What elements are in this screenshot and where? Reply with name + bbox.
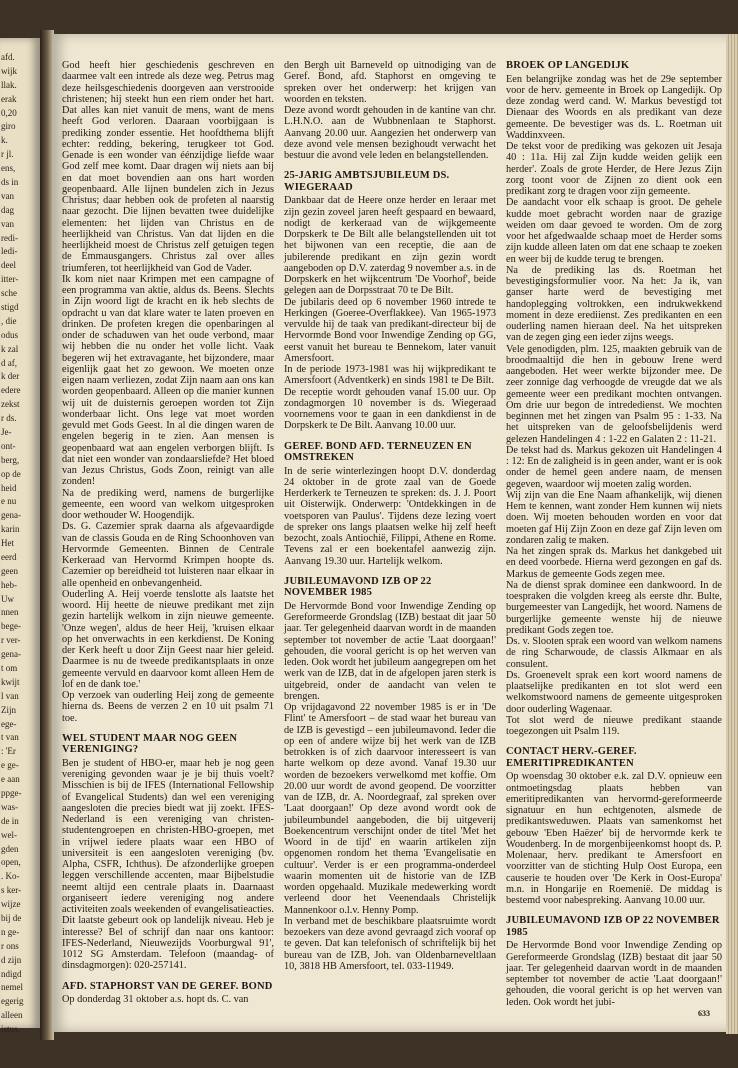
left-page-text-fragment: bij de: [1, 913, 22, 923]
left-page-text-fragment: s ker-: [1, 885, 22, 896]
left-page-text-fragment: giro: [1, 121, 16, 132]
article-paragraph: In de periode 1973-1981 was hij wijkpredikant te Amersfoort (Adventkerk) en sinds 1981 te De Bilt.: [284, 364, 496, 387]
page-number: 633: [698, 1009, 710, 1018]
article-paragraph: De tekst voor de prediking was gekozen uit Jesaja 40 : 11a. Hij zal Zijn kudde weiden gelijk een herder'. Zoals de grote Herder, de Here Jezus Zijn zorg toont voor de Zijnen zo dient ook een predikant zorg te dragen voor zijn gemeente.: [506, 141, 722, 197]
article-paragraph: Na het zingen sprak ds. Markus het dankgebed uit en deed voorbede. Hierna werd gezongen en gaf ds. Markus de gemeente Gods zegen mee.: [506, 546, 722, 580]
article-paragraph: Op verzoek van ouderling Heij zong de gemeente hierna ds. Beens de verzen 2 en 10 uit psalm 71 toe.: [62, 690, 274, 724]
left-page-text-fragment: e aan: [1, 774, 20, 785]
left-page-text-fragment: zekst: [1, 399, 20, 410]
article-paragraph: De Hervormde Bond voor Inwendige Zending op Gereformeerde Grondslag (IZB) bestaat dit jaar 50 jaar. Ter gelegenheid daarvan wordt in de maanden september tot november de actie 'Laat doorgaan!' gehouden, die vooral gericht is op het werven van leden. Ook wordt het jubi-: [506, 940, 722, 1008]
left-page-text-fragment: nemel: [1, 982, 23, 993]
article-heading: JUBILEUMAVOND IZB OP 22 NOVEMBER 1985: [284, 575, 432, 599]
article-paragraph: In verband met de beschikbare plaatsruimte wordt bezoekers van deze avond gevraagd zich vooraf op te geven. Dat kan telefonisch of schriftelijk bij het bureau van de IZB, Joh. van Oldenbarneveltlaan 10, 3818 HB Amersfoort, tel. 033-11949.: [284, 915, 496, 972]
left-page-text-fragment: berg,: [1, 454, 20, 465]
left-page-text-fragment: llak.: [1, 79, 17, 90]
article-heading: WEL STUDENT MAAR NOG GEEN VERENIGING?: [62, 732, 238, 756]
left-page-text-fragment: sche: [1, 288, 17, 299]
article-paragraph: De Hervormde Bond voor Inwendige Zending op Gereformeerde Grondslag (IZB) bestaat dit jaar 50 jaar. Ter gelegenheid daarvan wordt in de maanden september tot november de actie 'Laat doorgaan!' gehouden, die vooral gericht is op het werven van leden. Ook wordt het jubileum aangegrepen om het werk van de IZB, dat in de afgelopen jaren sterk is uitgebreid, onder de aandacht van velen te brengen.: [284, 600, 496, 702]
left-page-text-fragment: stigd: [1, 301, 19, 312]
article-paragraph: Een belangrijke zondag was het de 29e september voor de herv. gemeente in Broek op Langedijk. Op deze zondag werd cand. W. Markus bevestigd tot Dienaar des Woords en als predikant van deze gemeente. De bevestiger was ds. L. Roetman uit Waddinxveen.: [506, 73, 722, 141]
article-paragraph: Ouderling A. Heij voerde tenslotte als laatste het woord. Hij heette de nieuwe predikant met zijn gezin hartelijk welkom in zijn nieuwe gemeente. 'Onze wegen', aldus de heer Heij, 'kruisen elkaar op het onverwachts in een kerkdienst. De Koning der Kerk heeft u door Zijn Geest naar hier geleid. Daarmee is nu de tweede predikantsplaats in onze gemeente vervuld en daarvoor komt alleen Hem de lof en de dank toe.': [62, 588, 274, 690]
left-page-text-fragment: egerig: [1, 996, 24, 1007]
page-edge: [726, 34, 738, 1034]
article-paragraph: den Bergh uit Barneveld op uitnodiging van de Geref. Bond, afd. Staphorst en omgeving te spreken over het onderwerp: het krijgen van woorden en teksten.: [284, 60, 496, 105]
article-heading: 25-JARIG AMBTSJUBILEUM DS. WIEGERAAD: [284, 170, 450, 193]
left-page-text-fragment: e nu: [1, 496, 17, 507]
left-page-text-fragment: redi-: [1, 232, 18, 243]
left-page-text-fragment: ont-: [1, 440, 16, 451]
left-page-text-fragment: nnen: [1, 607, 19, 618]
article-paragraph: Op vrijdagavond 22 november 1985 is er in 'De Flint' te Amersfoort – de stad waar het bureau van de IZB is gevestigd – een jubileumavond. Ieder die op een of andere wijze bij het werk van de IZB betrokken is of zich daarvoor interesseert is van harte welkom op deze avond. Vanaf 19.30 uur worden de bezoekers verwelkomd met koffie. Om 20.00 uur wordt de avond geopend. De voorzitter van de IZB, dr. A. Noordegraaf, zal spreken over 'Laat doorgaan!' Op deze avond wordt ook de jubileumbundel aangeboden, die bij uitgeverij Boekencentrum verschijnt onder de titel 'Met het Woord in de tijd' en waarin artikelen zijn opgenomen rondom het thema 'Evangelisatie en cultuur'. Verder is er een programma-onderdeel waarin momenten uit de historie van de IZB worden opgehaald. Muzikale medewerking wordt verleend door het Veenendaals Christelijk Mannenkoor o.l.v. Henny Pomp.: [284, 702, 496, 916]
left-page-text-fragment: wijze: [1, 899, 21, 910]
left-page-fragment: [0, 38, 40, 1035]
article-heading: AFD. STAPHORST VAN DE GEREF. BOND: [62, 980, 273, 992]
left-page-text-fragment: r ons: [1, 940, 19, 951]
column-2: [284, 60, 496, 1010]
left-page-text-fragment: , die: [1, 315, 17, 326]
left-page-text-fragment: alleen: [1, 1010, 23, 1021]
left-page-text-fragment: t om: [1, 663, 18, 674]
article-paragraph: Na de dienst sprak dominee een dankwoord. In de toespraken die volgden kreeg als eerste dhr. Bulte, burgemeester van Langedijk, het woord. Namens de burgerlijke gemeente wenste hij de nieuwe predikant Gods zegen toe.: [506, 579, 722, 636]
left-page-text-fragment: k der: [1, 371, 20, 382]
left-page-text-fragment: open,: [1, 857, 21, 868]
left-page-text-fragment: d af,: [1, 357, 17, 368]
left-page-text-fragment: ege-: [1, 718, 17, 729]
article-paragraph: De tekst had ds. Markus gekozen uit Handelingen 4 : 12: En de zaligheid is in geen ander, want er is ook onder de hemel geen andere naam, de mensen gegeven, waardoor wij moeten zalig worden.: [506, 444, 722, 490]
left-page-text-fragment: ledi-: [1, 246, 18, 257]
left-page-text-fragment: van: [1, 190, 14, 201]
left-page-text-fragment: gena-: [1, 510, 21, 521]
article-paragraph: De receptie wordt gehouden vanaf 15.00 uur. Op zondagmorgen 10 november is ds. Wiegeraad voornemens voor te gaan in een dankdienst in de Dorpskerk te De Bilt. Aanvang 10.00 uur.: [284, 386, 496, 432]
article-heading: BROEK OP LANGEDIJK: [506, 60, 630, 71]
left-page-text-fragment: r ver-: [1, 635, 21, 646]
column-1: [62, 60, 274, 1010]
left-page-text-fragment: was-: [1, 801, 18, 812]
article-paragraph: Op woensdag 30 oktober e.k. zal D.V. opnieuw een ontmoetingsdag plaats hebben van emeritipredikanten van hervormd-gereformeerde signatuur en hun echtgenoten, alsmede de predikantsweduwen. Plaats van samenkomst het gebouw 'Eben Haëzer' bij de hervormde kerk te Woudenberg. In de morgenbijeenkomst hoopt ds. P. Molenaar, herv. predikant te Amersfoort en voorzitter van de stichting Hulp Oost Europa, een causerie te houden over 'De Kerk in Oost-Europa' m.n. in Hongarije en Roemenië. De middag is bestemd voor nabespreking. Aanvang 10.00 uur.: [506, 771, 722, 906]
left-page-text-fragment: edere: [1, 385, 21, 396]
left-page-text-fragment: Zijn: [1, 704, 16, 715]
left-page-text-fragment: van: [1, 218, 14, 229]
article-paragraph: Vele genodigden, plm. 125, maakten gebruik van de broodmaaltijd die hen in gebouw Irene werd aangeboden. Het weer werkte bijzonder mee. De zeer zonnige dag verhoogde de vreugde dat we als gemeente weer een predikant mochten ontvangen. Om drie uur begon de intrededienst. We mochten beginnen met het zingen van Psalm 95 : 1-33. Na het uitspreken van de geloofsbelijdenis werd gelezen Handelingen 4 : 1-22 en Galaten 2 : 11-21.: [506, 343, 722, 445]
left-page-text-fragment: wijk: [1, 65, 18, 76]
article-paragraph: Wij zijn van die Ene Naam afhankelijk, wij dienen Hem te kennen, want zonder Hem kunnen wij niets doen. Wij moeten behouden worden en voor dat moeten gaf Hij Zijn Zoon en deze gaf Zijn leven om zondaren zalig te maken.: [506, 489, 722, 546]
left-page-text-fragment: gden: [1, 843, 19, 854]
left-page-text-fragment: geen: [1, 565, 18, 576]
left-page-text-fragment: itter-: [1, 274, 19, 285]
left-page-text-fragment: istus.: [1, 1024, 20, 1035]
left-page-text-fragment: de in: [1, 815, 19, 826]
newspaper-page: [52, 34, 732, 1032]
article-paragraph: Ds. Groenevelt sprak een kort woord namens de plaatselijke predikanten en tot slot werd een welkomstwoord namens de gemeente uitgesproken door ouderling Wagenaar.: [506, 669, 722, 715]
article-paragraph: Tot slot werd de nieuwe predikant staande toegezongen uit Psalm 119.: [506, 714, 722, 737]
left-page-text-fragment: k.: [1, 135, 8, 146]
article-paragraph: Op donderdag 31 oktober a.s. hopt ds. C. van: [62, 994, 249, 1005]
article-paragraph: Na de prediking las ds. Roetman het bevestigingsformulier voor. Na het: Ja ik, van ganser harte werd de bevestiging met handoplegging voltrokken, een indrukwekkend moment in deze erediienst. Zes predikanten en een ouderling namen hieraan deel. Na het uitspreken van de zegen ging een ieder zijns weegs.: [506, 264, 722, 344]
left-page-text-fragment: n ge-: [1, 926, 20, 937]
column-3: [506, 60, 722, 1010]
left-page-text-fragment: afd.: [1, 52, 15, 62]
left-page-text-fragment: odus: [1, 329, 19, 340]
article-paragraph: Ds. v. Slooten sprak een woord van welkom namens de ring Scharwoude, de classis Alkmaar en als consulent.: [506, 636, 722, 670]
left-page-text-fragment: eerd: [1, 551, 17, 562]
left-page-text-fragment: heb-: [1, 579, 17, 590]
left-page-text-fragment: ppge-: [1, 788, 22, 799]
left-page-text-fragment: r jl.: [1, 149, 14, 160]
left-page-text-fragment: Het: [1, 538, 14, 549]
left-page-text-fragment: heid: [1, 482, 17, 493]
left-page-text-fragment: op de: [1, 468, 21, 479]
left-page-text-fragment: gena-: [1, 649, 21, 660]
left-page-text-fragment: r ds.: [1, 413, 17, 424]
article-heading: CONTACT HERV.-GEREF. EMERITIPREDIKANTEN: [506, 746, 637, 769]
left-page-text-fragment: k zal: [1, 343, 19, 354]
article-paragraph: In de serie winterlezingen hoopt D.V. donderdag 24 oktober in de grote zaal van de Goede Herderkerk te Terneuzen te spreken: ds. J. J. Poort uit Oisterwijk. Onderwerp: 'Ontdekkingen in de voetsporen van Paulus'. Tijdens deze lezing voert de spreker ons langs plaatsen welke hij zelf heeft bezocht, zoals Antiochië, Filippi, Athene en Rome. Tevens zal er een boekentafel aanwezig zijn. Aanvang 19.30 uur. Hartelijk welkom.: [284, 465, 496, 567]
article-paragraph: De aandacht voor elk schaap is groot. De gehele kudde moet gebracht worden naar de grazige weiden om daar gevoed te worden. Om de zorg voor het afgedwaalde schaap moet de Herder soms zijn kudde alleen laten om dat ene schaap te zoeken en weer bij de kudde terug te brengen.: [506, 197, 722, 265]
left-page-text-fragment: d zijn: [1, 954, 22, 965]
article-paragraph: Na de prediking werd, namens de burgerlijke gemeente, een woord van welkom uitgesproken door wethouder W. Hoogendijk.: [62, 487, 274, 521]
article-paragraph: De jubilaris deed op 6 november 1960 intrede te Herkingen (Goeree-Overflakkee). Van 1965-1973 vervulde hij de taak van predikant-directeur bij de Hervormde Bond voor Inwendige Zending op GG, eerst vanuit het bureau te Bennekom, later vanuit Amersfoort.: [284, 296, 496, 364]
left-page-text-fragment: : 'Er: [1, 746, 16, 757]
left-page-text-fragment: l van: [1, 690, 19, 701]
left-page-text-fragment: ens,: [1, 163, 16, 174]
left-page-text-fragment: ds in: [1, 176, 19, 187]
left-page-text-fragment: ndigd: [1, 968, 22, 979]
article-heading: GEREF. BOND AFD. TERNEUZEN EN OMSTREKEN: [284, 440, 472, 463]
article-paragraph: Deze avond wordt gehouden in de kantine van chr. L.H.N.O. aan de Wubbnenlaan te Staphorst. Aanvang 20.00 uur. Aangezien het onderwerp van deze avond vele mensen bezighoudt verwacht het bestuur die avond vele leden en belangstellenden.: [284, 105, 496, 161]
left-page-text-fragment: wel-: [1, 829, 17, 840]
left-page-text-fragment: deel: [1, 260, 16, 271]
article-paragraph: Ds. G. Cazemier sprak daarna als afgevaardigde van de classis Gouda en de Ring Schoonhoven van Hervormde Gemeenten. Binnen de Centrale Kerkeraad van Hervormd Krimpen hoopte ds. Cazemier op bereidheid tot luisteren naar elkaar in alle openheid en onbevangenheid.: [62, 521, 274, 589]
left-page-text-fragment: t van: [1, 732, 19, 743]
article-paragraph: Ben je student of HBO-er, maar heb je nog geen vereniging gevonden waar je je bij thuis voelt? Misschien is bij de IFES (International Fellowship of Evangelical Students) dan wel een vereniging aangesloten die precies biedt wat jij zoekt. IFES-Nederland is een vereniging van christen-studentengroepen en christen-HBO-groepen, met in vrijwel iedere plaats waar een HBO of universiteit is een aangesloten vereniging (bv. Alpha, CSFR, Ichthus). De afzonderlijke groepen leggen verschillende accenten, maar Bijbelstudie neemt altijd een centrale plaats in. Daarnaast organiseert iedere vereniging nog andere activiteiten zoals weekenden of evangelisatieacties. Dit laatste gebeurt ook op landelijk niveau. Heb je interesse? Bel of schrijf dan naar ons kantoor: IFES-Nederland, Nieuwezijds Voorburgwal 91', 1012 SG Amsterdam. Telefoon (maandag- of dinsdagmorgen): 020-257141.: [62, 757, 274, 972]
article-paragraph: Dankbaar dat de Heere onze herder en leraar met zijn gezin zoveel jaren heeft gespaard en bewaard, nodigt de kerkeraad van de wijkgemeente Dorpskerk te De Bilt alle belangstellenden uit tot het bijwonen van een receptie, die aan de jubilerende predikant en zijn gezin wordt aangeboden op D.V. zaterdag 9 november a.s. in de Dorpskerk en het wijkcentrum 'De Voorhof', beide gelegen aan de Dorpsstraat 70 te De Bilt.: [284, 195, 496, 297]
left-page-text-fragment: Je-: [1, 426, 12, 437]
article-paragraph: God heeft hier geschiedenis geschreven en daarmee valt een intrede als deze weg. Petrus mag deze heilsgeschiedenis doorgeven aan verstrooide christenen; hij steekt hun een riem onder het hart. Dat alles kan niet vanuit de mens, want de mens heeft God verloren. Daaraan voorbijgaan is prediking zonder essentie. Het hoofdthema blijft echter: redding, bekering, terugkeer tot God. Genade is een wonder van éénzijdige liefde waar God zelf mee komt. Daar dragen wij niets aan bij en dat moet bovendien aan ons hart worden geopenbaard. Alle lijnen bundelen zich in Jezus Christus; daar hebben ook de profeten al naarstig naar gezocht. Die lijnen bevatten twee duidelijke elementen: het lijden van Christus en de heerlijkheid van Christus. Van dat lijden en die heerlijkheid moest de Christus zelf getuigen tegen de Emmausgangers. Christus zal over alles triumferen, tot heerlijkheid van God de Vader.: [62, 60, 274, 274]
article-heading: JUBILEUMAVOND IZB OP 22 NOVEMBER 1985: [506, 915, 720, 938]
article-paragraph: Ik kom niet naar Krimpen met een campagne of een programma van aktie, aldus ds. Beens. Slechts in Zijn woord ligt de kracht en ik heb slechts de opdracht u van dat klare water te laten proeven en drinken. De profeten kregen die openbaringen al onder de schaduwen van het oude verbond, maar wij hebben die nu onder het volle licht. Vaak begeren wij het extravagante, het bijzondere, maar eigenlijk gaat het zo gewoon. We moeten onze eigen naam verliezen, zodat Zijn naam aan ons kan worden geopenbaard. Alleen op die manier kunnen wij uit de duisternis geroepen worden tot Zijn wonderbaar licht. Ons lege vat moet worden gevuld met Gods Geest. In al die dingen waren de engelen begerig in te zien. Aan mensen is geopenbaard wat aan engelen verborgen blijft. Is dat niet een wonder van zondaarsliefde? Het bloed van Jezus Christus, Gods Zoon, reinigt van alle zonden!: [62, 273, 274, 488]
left-page-text-fragment: karin: [1, 524, 20, 535]
left-page-text-fragment: Uw: [1, 593, 14, 604]
left-page-text-fragment: kwijt: [1, 676, 20, 687]
left-page-text-fragment: 0,20: [1, 107, 17, 118]
left-page-text-fragment: bege-: [1, 621, 21, 632]
left-page-text-fragment: e ge-: [1, 760, 19, 771]
left-page-text-fragment: erak: [1, 93, 17, 104]
left-page-text-fragment: dag: [1, 204, 14, 215]
left-page-text-fragment: . Ko-: [1, 871, 20, 882]
